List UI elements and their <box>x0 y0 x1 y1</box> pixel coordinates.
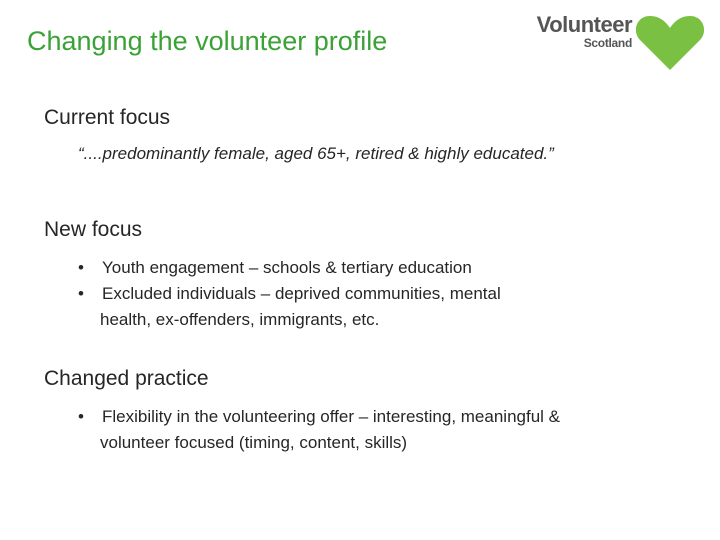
heading-changed-practice: Changed practice <box>44 367 209 390</box>
list-item <box>78 404 560 456</box>
list-item <box>78 255 472 281</box>
logo-main-text: Volunteer <box>536 12 632 37</box>
bullet-marker: • <box>78 258 84 277</box>
bullet-marker: • <box>78 407 84 426</box>
list-item <box>78 281 501 333</box>
bullet-marker: • <box>78 284 84 303</box>
logo-sub-text: Scotland <box>583 36 632 50</box>
slide-title: Changing the volunteer profile <box>27 26 388 56</box>
volunteer-scotland-logo <box>536 12 708 76</box>
bullet-text-continued: volunteer focused (timing, content, skills) <box>100 433 408 452</box>
heart-icon <box>634 12 706 72</box>
bullet-text: Excluded individuals – deprived communities, mental <box>102 284 501 303</box>
bullet-text-continued: health, ex-offenders, immigrants, etc. <box>100 310 380 329</box>
bullet-text: Youth engagement – schools & tertiary education <box>102 258 472 277</box>
heading-current-focus: Current focus <box>44 106 171 129</box>
bullet-text: Flexibility in the volunteering offer – interesting, meaningful & <box>102 407 560 426</box>
heading-new-focus: New focus <box>44 218 143 241</box>
logo-wordmark <box>536 14 632 49</box>
current-focus-quote: “....predominantly female, aged 65+, retired & highly educated.” <box>78 144 554 163</box>
